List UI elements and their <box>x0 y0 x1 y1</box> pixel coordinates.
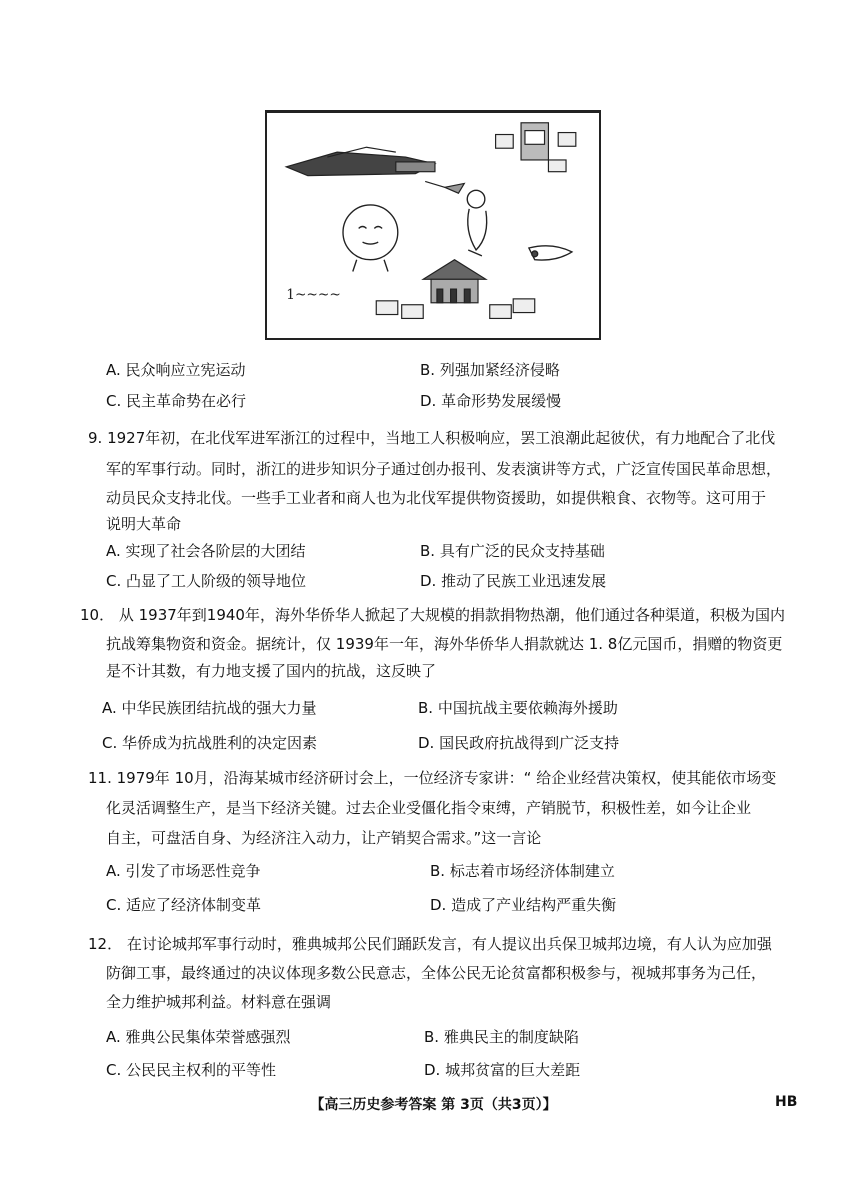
q12-option-a[interactable]: A. 雅典公民集体荣誉感强烈 <box>106 1028 291 1046</box>
q9-option-b[interactable]: B. 具有广泛的民众支持基础 <box>420 542 605 560</box>
cartoon-illustration <box>265 110 601 340</box>
q9-option-c[interactable]: C. 凸显了工人阶级的领导地位 <box>106 572 307 590</box>
q11-option-a[interactable]: A. 引发了市场恶性竞争 <box>106 862 261 880</box>
figure-drawing <box>467 190 486 256</box>
q9-stem-line-2: 军的军事行动。同时，浙江的进步知识分子通过创办报刊、发表演讲等方式，广泛宣传国民革命思想， <box>106 460 782 478</box>
q8-option-a[interactable]: A. 民众响应立宪运动 <box>106 361 246 379</box>
q11-stem-line-2: 化灵活调整生产，是当下经济关键。过去企业受僵化指令束缚，产销脱节，积极性差，如今让企业 <box>106 799 752 817</box>
q10-option-c[interactable]: C. 华侨成为抗战胜利的决定因素 <box>102 734 318 752</box>
hand-drawing <box>529 246 572 260</box>
plane-drawing <box>425 181 464 193</box>
round-character-drawing <box>343 205 398 272</box>
q10-option-b[interactable]: B. 中国抗战主要依赖海外援助 <box>418 699 618 717</box>
q11-stem-line-1: 11. 1979年 10月，沿海某城市经济研讨会上，一位经济专家讲：“ 给企业经营决策权，使其能依市场变 <box>88 769 777 787</box>
q11-stem-line-3: 自主，可盘活自身、为经济注入动力，让产销契合需求。”这一言论 <box>106 829 542 847</box>
footer-tag: HB <box>775 1094 798 1110</box>
q9-stem-line-1: 9. 1927年初，在北伐军进军浙江的过程中，当地工人积极响应，罢工浪潮此起彼伏，有力地配合了北伐 <box>88 429 776 447</box>
q12-stem-line-3: 全力维护城邦利益。材料意在强调 <box>106 993 332 1011</box>
cartoon-drawing <box>267 113 599 338</box>
q12-option-c[interactable]: C. 公民民主权利的平等性 <box>106 1061 277 1079</box>
bank-building-drawing <box>496 123 576 172</box>
q11-option-c[interactable]: C. 适应了经济体制变革 <box>106 896 262 914</box>
q10-option-d[interactable]: D. 国民政府抗战得到广泛支持 <box>418 734 620 752</box>
q10-stem-line-3: 是不计其数，有力地支援了国内的抗战，这反映了 <box>106 662 437 680</box>
q9-stem-line-4: 说明大革命 <box>106 515 182 533</box>
q8-option-d[interactable]: D. 革命形势发展缓慢 <box>420 392 562 410</box>
warship-drawing <box>286 147 435 175</box>
q12-option-b[interactable]: B. 雅典民主的制度缺陷 <box>424 1028 579 1046</box>
q10-stem-line-2: 抗战筹集物资和资金。据统计，仅 1939年一年，海外华侨华人捐款就达 1. 8亿元国币，捐赠的物资更 <box>106 635 783 653</box>
palace-drawing <box>376 260 534 319</box>
q11-option-d[interactable]: D. 造成了产业结构严重失衡 <box>430 896 617 914</box>
q8-option-c[interactable]: C. 民主革命势在必行 <box>106 392 247 410</box>
q12-option-d[interactable]: D. 城邦贫富的巨大差距 <box>424 1061 581 1079</box>
q8-option-b[interactable]: B. 列强加紧经济侵略 <box>420 361 560 379</box>
q9-option-a[interactable]: A. 实现了社会各阶层的大团结 <box>106 542 306 560</box>
q12-stem-line-1: 12． 在讨论城邦军事行动时，雅典城邦公民们踊跃发言，有人提议出兵保卫城邦边境，有人认为应加强 <box>88 935 772 953</box>
q9-stem-line-3: 动员民众支持北伐。一些手工业者和商人也为北伐军提供物资援助，如提供粮食、衣物等。这可用于 <box>106 489 767 507</box>
q12-stem-line-2: 防御工事，最终通过的决议体现多数公民意志，全体公民无论贫富都积极参与，视城邦事务为己任， <box>106 964 767 982</box>
q10-stem-line-1: 10． 从 1937年到1940年，海外华侨华人掀起了大规模的捐款捐物热潮，他们通过各种渠道，积极为国内 <box>80 606 785 624</box>
q11-option-b[interactable]: B. 标志着市场经济体制建立 <box>430 862 615 880</box>
cartoon-year-mark: 1~~~~ <box>286 286 341 303</box>
q9-option-d[interactable]: D. 推动了民族工业迅速发展 <box>420 572 607 590</box>
q10-option-a[interactable]: A. 中华民族团结抗战的强大力量 <box>102 699 317 717</box>
page-footer: 【高三历史参考答案 第 3页（共3页）】 <box>310 1097 557 1113</box>
